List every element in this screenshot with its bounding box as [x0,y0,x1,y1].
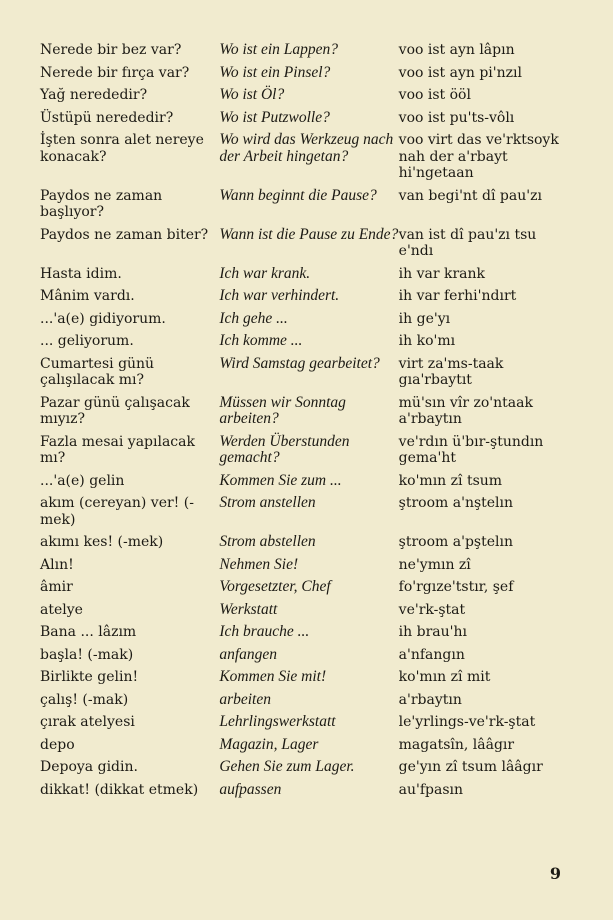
pronunciation: voo ist ayn pi'nzıl [398,64,522,81]
phrase-row [40,132,570,188]
phrase-table [40,42,570,804]
phrase-row [40,534,570,557]
german-phrase: Werden Überstunden gemacht? [219,432,350,466]
turkish-phrase: Paydos ne zaman biter? [40,226,209,243]
pronunciation: ih var ferhi'ndırt [398,288,517,304]
phrase-row [40,737,570,760]
phrase-row [40,434,570,473]
turkish-phrase: âmir [40,579,73,595]
turkish-phrase: Nerede bir fırça var? [40,64,190,81]
pronunciation: ne'ymın zî [398,556,471,573]
pronunciation: voo virt das ve'rktsoyk nah der a'rbayt hi'ngetaan [398,132,559,181]
phrase-row [40,495,570,534]
german-phrase: Wird Samstag gearbeitet? [219,354,380,372]
turkish-phrase: akım (cereyan) ver! (-mek) [40,495,194,528]
pronunciation: mü'sın vîr zo'ntaak a'rbaytın [398,394,533,427]
phrase-row [40,714,570,737]
pronunciation: fo'rgıze'tstır, şef [398,579,514,595]
page-number: 9 [549,864,561,883]
turkish-phrase: Hasta idim. [40,265,122,282]
phrase-row [40,395,570,434]
german-phrase: Nehmen Sie! [219,555,299,573]
turkish-phrase: Yağ nerededir? [40,87,148,103]
german-phrase: Wo ist Öl? [219,86,285,103]
pronunciation: a'nfangın [398,646,465,663]
phrase-row [40,692,570,715]
german-phrase: Wo ist ein Pinsel? [219,63,331,81]
turkish-phrase: Pazar günü çalışacak mıyız? [40,394,190,427]
pronunciation: voo ist pu'ts-vôlı [398,109,515,126]
phrase-row [40,333,570,356]
turkish-phrase: Nerede bir bez var? [40,42,182,58]
turkish-phrase: Paydos ne zaman başlıyor? [40,187,163,220]
german-phrase: Kommen Sie zum ... [219,471,342,489]
pronunciation: virt za'ms-taak gıa'rbaytıt [398,355,504,388]
phrase-row [40,311,570,334]
pronunciation: voo ist ööl [398,87,471,103]
pronunciation: ko'mın zî tsum [398,472,503,489]
pronunciation: au'fpasın [398,781,464,798]
turkish-phrase: çalış! (-mak) [40,691,129,708]
pronunciation: ko'mın zî mit [398,669,491,685]
german-phrase: aufpassen [219,780,282,798]
phrase-row [40,579,570,602]
german-phrase: Müssen wir Sonntag arbeiten? [219,393,346,427]
phrase-row [40,288,570,311]
turkish-phrase: atelye [40,601,83,618]
phrase-row [40,65,570,88]
german-phrase: Strom abstellen [219,533,316,550]
german-phrase: Vorgesetzter, Chef [219,578,331,595]
phrase-row [40,87,570,110]
turkish-phrase: Birlikte gelin! [40,669,139,685]
turkish-phrase: Fazla mesai yapılacak mı? [40,433,195,466]
turkish-phrase: Depoya gidin. [40,759,138,775]
phrase-row [40,759,570,782]
phrase-row [40,669,570,692]
pronunciation: ştroom a'nştelın [398,495,514,511]
phrase-row [40,266,570,289]
turkish-phrase: çırak atelyesi [40,714,135,730]
pronunciation: le'yrlings-ve'rk-ştat [398,714,536,730]
pronunciation: ve'rdın ü'bır-ştundın gema'ht [398,433,544,466]
german-phrase: Ich war krank. [219,264,311,282]
turkish-phrase: ...'a(e) gidiyorum. [40,310,166,327]
german-phrase: Werkstatt [219,600,278,618]
german-phrase: Ich gehe ... [219,309,288,327]
german-phrase: Lehrlingswerkstatt [219,713,336,730]
phrase-row [40,647,570,670]
pronunciation: ih brau'hı [398,624,467,640]
turkish-phrase: İşten sonra alet nereye konacak? [40,132,204,165]
german-phrase: Wann ist die Pause zu Ende? [219,225,399,243]
german-phrase: Wann beginnt die Pause? [219,186,377,204]
turkish-phrase: akımı kes! (-mek) [40,534,164,550]
german-phrase: Strom anstellen [219,494,316,511]
pronunciation: ve'rk-ştat [398,601,466,618]
german-phrase: Magazin, Lager [219,735,319,753]
phrase-row [40,782,570,805]
turkish-phrase: Cumartesi günü çalışılacak mı? [40,355,155,388]
german-phrase: Kommen Sie mit! [219,668,327,685]
german-phrase: Wo ist Putzwolle? [219,108,330,126]
german-phrase: anfangen [219,645,278,663]
turkish-phrase: Üstüpü nerededir? [40,109,174,126]
pronunciation: ge'yın zî tsum lââgır [398,759,543,775]
german-phrase: arbeiten [219,690,271,708]
pronunciation: van begi'nt dî pau'zı [398,187,542,204]
german-phrase: Ich war verhindert. [219,287,340,304]
pronunciation: ştroom a'pştelın [398,534,513,550]
turkish-phrase: dikkat! (dikkat etmek) [40,781,199,798]
german-phrase: Gehen Sie zum Lager. [219,758,355,775]
pronunciation: ih ge'yı [398,310,451,327]
turkish-phrase: başla! (-mak) [40,646,134,663]
german-phrase: Wo wird das Werkzeug nach der Arbeit hingetan? [219,131,394,165]
turkish-phrase: Mânim vardı. [40,288,135,304]
phrase-row [40,110,570,133]
german-phrase: Wo ist ein Lappen? [219,41,339,58]
pronunciation: magatsîn, lââgır [398,736,515,753]
phrase-row [40,473,570,496]
phrase-row [40,557,570,580]
phrase-row [40,227,570,266]
pronunciation: van ist dî pau'zı tsu e'ndı [398,226,537,259]
phrase-row [40,602,570,625]
turkish-phrase: depo [40,736,75,753]
phrase-row [40,624,570,647]
pronunciation: ih var krank [398,265,486,282]
turkish-phrase: Bana ... lâzım [40,624,137,640]
turkish-phrase: Alın! [40,556,74,573]
pronunciation: voo ist ayn lâpın [398,42,515,58]
turkish-phrase: ...'a(e) gelin [40,472,125,489]
turkish-phrase: ... geliyorum. [40,333,134,349]
german-phrase: Ich komme ... [219,332,303,349]
phrase-row [40,42,570,65]
phrase-row [40,356,570,395]
german-phrase: Ich brauche ... [219,623,310,640]
pronunciation: ih ko'mı [398,333,456,349]
phrase-row [40,188,570,227]
pronunciation: a'rbaytın [398,691,462,708]
